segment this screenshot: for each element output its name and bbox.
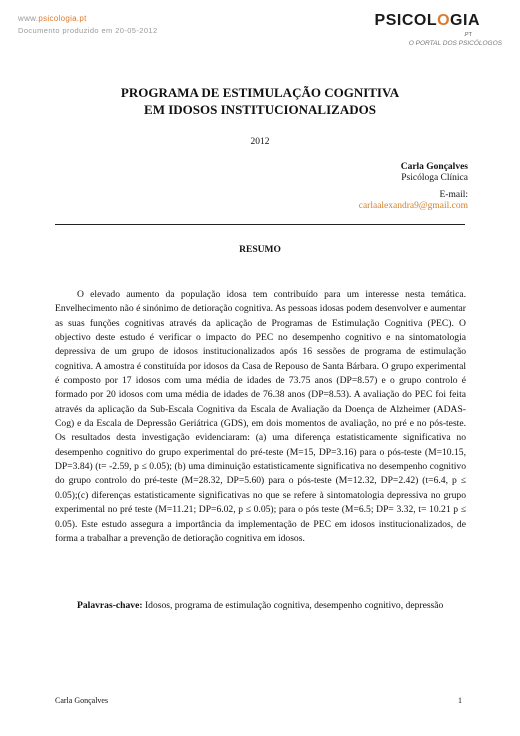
site-url-prefix: www. xyxy=(18,14,39,23)
title-line-2: EM IDOSOS INSTITUCIONALIZADOS xyxy=(144,102,376,117)
site-url[interactable] xyxy=(18,14,87,23)
abstract-text: O elevado aumento da população idosa tem contribuído para um interesse nesta temática. Envelhecimento não é sinónimo de detioração cognitiva. As pessoas idosas podem desenvolver e aumentar as suas funções cognitivas através da aplicação de Programas de Estimulação Cognitiva (PEC). O objectivo deste estudo é verificar o impacto do PEC no desempenho cognitivo e na sintomatologia depressiva de um grupo de idosos institucionalizados após 16 sessões de programa de estimulação cognitiva. A amostra é constituída por idosos da Casa de Repouso de Santa Bárbara. O grupo experimental é composto por 17 idosos com uma média de idades de 73.75 anos (DP=8.57) e o grupo controlo é formado por 20 idosos com uma média de idades de 76.38 anos (DP=8.53). A avaliação do PEC foi feita através da aplicação da Sub-Escala Cognitiva da Escala de Avaliação da Doença de Alzheimer (ADAS-Cog) e da Escala de Depressão Geriátrica (GDS), em dois momentos de avaliação, no pré e no pós-teste. Os resultados desta investigação evidenciaram: (a) uma diferença estatisticamente significativa no desempenho cognitivo do grupo experimental do pré-teste (M=15, DP=3.16) para o pós-teste (M=10.15, DP=3.84) (t= -2.59, p ≤ 0.05); (b) uma diminuição estatisticamente significativa no desempenho cognitivo do grupo controlo do pré-teste (M=28.32, DP=5.60) para o pós-teste (M=12.32, DP=2.42) (t=6.4, p ≤ 0.05);(c) diferenças estatisticamente significativas no que se refere à sintomatologia depressiva no grupo experimental no pré teste (M=11.21; DP=6.02, p ≤ 0.05); para o pós teste (M=6.5; DP= 3.32, t= 10.21 p ≤ 0.05). Este estudo assegura a importância da implementação de PEC em idosos institucionalizados, de forma a trabalhar a prevenção de detioração cognitiva em idosos. xyxy=(55,289,466,544)
title-line-1: PROGRAMA DE ESTIMULAÇÃO COGNITIVA xyxy=(120,85,400,100)
author-role: Psicóloga Clínica xyxy=(401,173,468,183)
psicologia-logo[interactable] xyxy=(374,10,502,52)
logo-tagline: O PORTAL DOS PSICÓLOGOS xyxy=(408,40,502,47)
keywords-text: Idosos, programa de estimulação cognitiva, desempenho cognitivo, depressão xyxy=(144,600,444,611)
document-date: Documento produzido em 20-05-2012 xyxy=(18,26,158,35)
divider xyxy=(55,224,465,225)
author-email-link[interactable]: carlaalexandra9@gmail.com xyxy=(358,201,468,211)
logo-wordmark xyxy=(375,12,480,30)
footer-author: Carla Gonçalves xyxy=(55,696,109,705)
author-name: Carla Gonçalves xyxy=(400,162,468,172)
keywords xyxy=(55,599,466,613)
site-url-domain: psicologia.pt xyxy=(38,14,87,23)
page-number: 1 xyxy=(458,696,462,705)
document-year: 2012 xyxy=(250,137,270,147)
document-title xyxy=(0,84,520,118)
logo-word-accent: O xyxy=(437,12,451,29)
section-title: RESUMO xyxy=(239,245,281,255)
logo-word-end: GIA xyxy=(450,12,480,29)
logo-word-start: PSICOL xyxy=(374,12,438,29)
logo-pt: .PT xyxy=(463,32,472,38)
keywords-label: Palavras-chave: xyxy=(77,600,143,611)
email-label: E-mail: xyxy=(439,190,468,200)
